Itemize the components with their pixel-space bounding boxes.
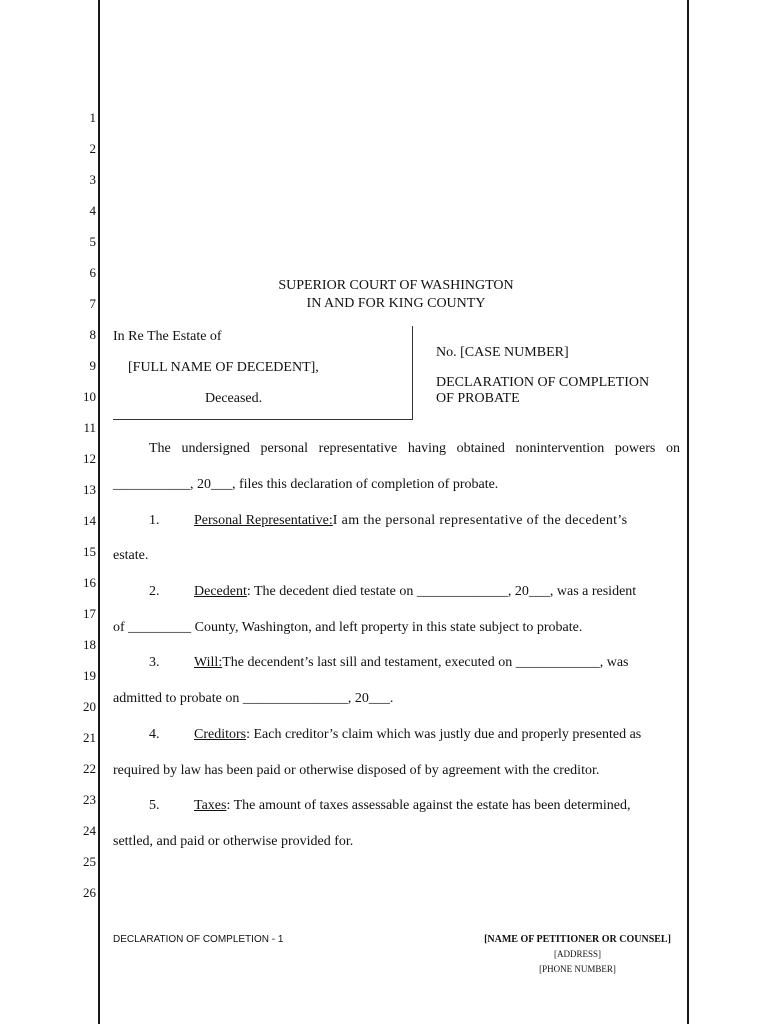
paragraph-number: 4. (149, 727, 160, 742)
line-number: 19 (83, 668, 96, 683)
line-number: 11 (83, 420, 96, 435)
case-number: No. [CASE NUMBER] (436, 345, 569, 360)
line-number: 25 (83, 854, 96, 869)
footer-petitioner: [NAME OF PETITIONER OR COUNSEL] (484, 934, 671, 945)
line-number: 14 (83, 513, 96, 528)
line-number: 21 (83, 730, 96, 745)
line-number: 9 (89, 358, 96, 373)
paragraph-text: I am the personal representative of the decedent’s (332, 513, 628, 528)
left-margin-rule (98, 0, 100, 1024)
line-number: 22 (83, 761, 96, 776)
paragraph-heading: Will: (194, 655, 223, 670)
line-number: 5 (89, 234, 96, 249)
paragraph-heading: Taxes (194, 798, 227, 813)
court-name: SUPERIOR COURT OF WASHINGTON (278, 278, 514, 293)
paragraph-heading: Creditors (194, 727, 247, 742)
paragraph-2-continued: of _________ County, Washington, and left property in this state subject to probate. (113, 620, 583, 635)
paragraph-5-continued: settled, and paid or otherwise provided for. (113, 834, 354, 849)
paragraph-heading: Decedent (194, 584, 247, 599)
line-number: 7 (89, 296, 96, 311)
line-number: 1 (89, 110, 96, 125)
line-number: 8 (89, 327, 96, 342)
intro-line1: The undersigned personal representative having obtained nonintervention powers on (149, 441, 680, 456)
line-number: 16 (83, 575, 96, 590)
court-county: IN AND FOR KING COUNTY (306, 296, 486, 311)
caption-decedent-name: [FULL NAME OF DECEDENT], (128, 360, 319, 375)
paragraph-text: : The amount of taxes assessable against the estate has been determined, (226, 798, 631, 813)
caption-in-re: In Re The Estate of (113, 329, 222, 344)
line-number: 2 (89, 141, 96, 156)
line-number: 18 (83, 637, 96, 652)
paragraph-number: 3. (149, 655, 160, 670)
paragraph-text: : Each creditor’s claim which was justly due and properly presented as (246, 727, 642, 742)
line-number: 20 (83, 699, 96, 714)
footer-page-label: DECLARATION OF COMPLETION - 1 (113, 934, 284, 945)
paragraph-heading: Personal Representative: (194, 513, 333, 528)
paragraph-text: The decendent’s last sill and testament, executed on ____________, was (222, 655, 629, 670)
line-number: 13 (83, 482, 96, 497)
line-number: 4 (89, 203, 96, 218)
paragraph-3-continued: admitted to probate on _______________, 20___. (113, 691, 394, 706)
paragraph-2 (149, 584, 680, 600)
line-number: 3 (89, 172, 96, 187)
intro-line2: ___________, 20___, files this declaration of completion of probate. (113, 477, 499, 492)
paragraph-number: 5. (149, 798, 160, 813)
document-title-line2: OF PROBATE (436, 391, 520, 406)
line-number: 24 (83, 823, 96, 838)
right-margin-rule (687, 0, 689, 1024)
paragraph-number: 2. (149, 584, 160, 599)
line-number: 6 (89, 265, 96, 280)
footer-phone: [PHONE NUMBER] (539, 964, 616, 974)
line-number: 15 (83, 544, 96, 559)
paragraph-1 (149, 513, 680, 529)
line-number: 17 (83, 606, 96, 621)
paragraph-5 (149, 798, 680, 814)
paragraph-number: 1. (149, 513, 160, 528)
line-number: 10 (83, 389, 96, 404)
paragraph-4-continued: required by law has been paid or otherwise disposed of by agreement with the creditor. (113, 763, 600, 778)
document-title-line1: DECLARATION OF COMPLETION (436, 375, 650, 390)
footer-contact (470, 932, 685, 977)
paragraph-3 (149, 655, 680, 671)
caption-underline (113, 419, 413, 420)
line-number: 26 (83, 885, 96, 900)
footer-address: [ADDRESS] (553, 949, 601, 959)
line-number: 23 (83, 792, 96, 807)
line-number: 12 (83, 451, 96, 466)
paragraph-4 (149, 727, 680, 743)
paragraph-text: : The decedent died testate on _____________, 20___, was a resident (246, 584, 637, 599)
paragraph-1-continued: estate. (113, 548, 149, 563)
caption-divider (412, 326, 413, 420)
caption-deceased: Deceased. (205, 391, 263, 406)
